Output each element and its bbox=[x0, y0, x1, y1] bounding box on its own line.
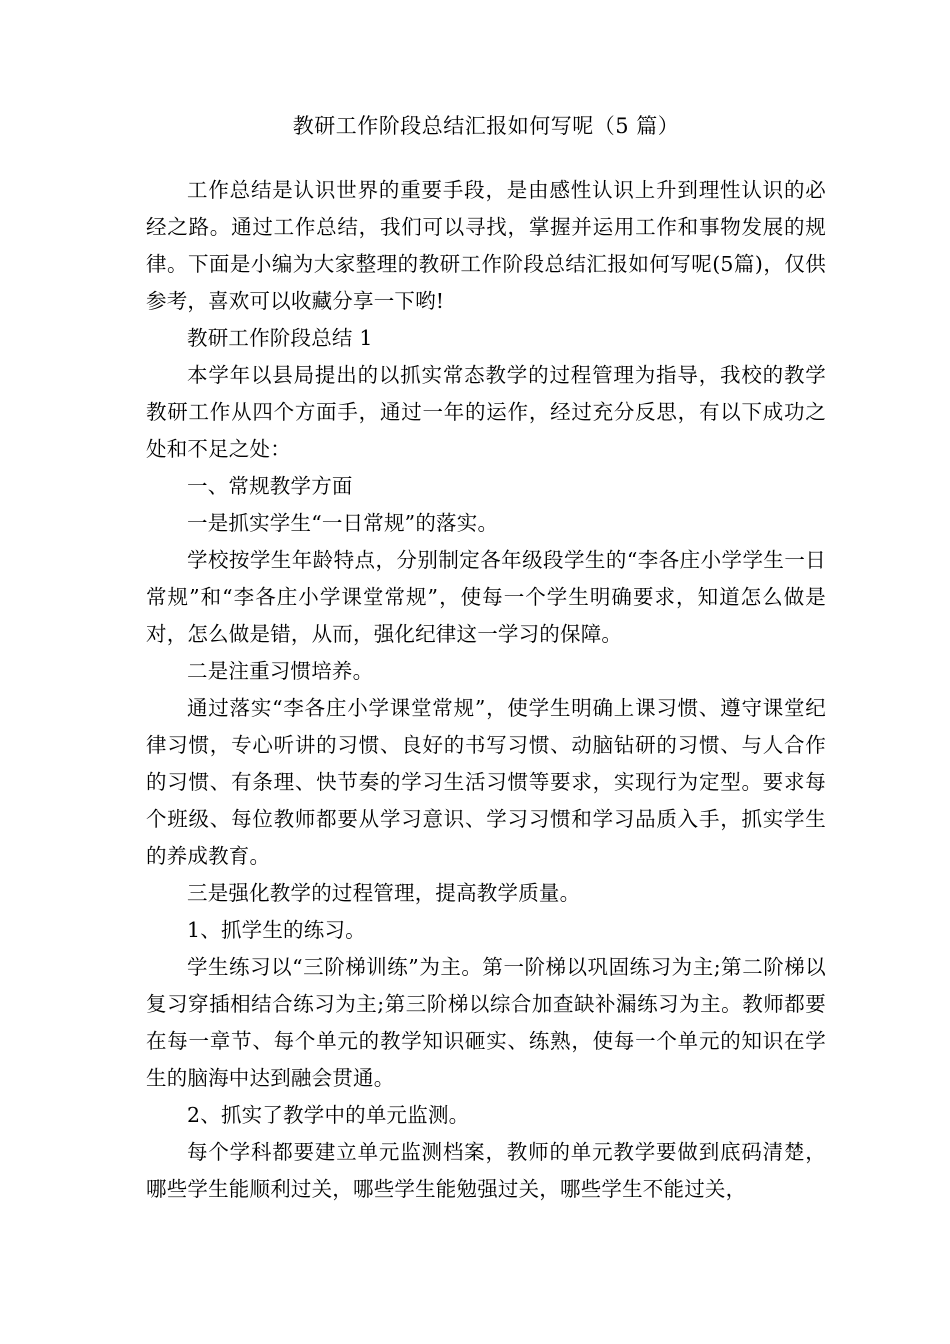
subheading-process-management: 三是强化教学的过程管理，提高教学质量。 bbox=[187, 881, 581, 905]
section-heading-routine-teaching: 一、常规教学方面 bbox=[187, 474, 353, 498]
document-page bbox=[146, 104, 826, 1208]
paragraph-unit-monitoring: 每个学科都要建立单元监测档案，教师的单元教学要做到底码清楚，哪些学生能顺利过关，哪些学生能勉强过关，哪些学生不能过关， bbox=[146, 1140, 826, 1201]
subheading-unit-monitoring: 2、抓实了教学中的单元监测。 bbox=[187, 1103, 470, 1127]
subheading-student-practice: 1、抓学生的练习。 bbox=[187, 918, 366, 942]
section-heading-summary-1: 教研工作阶段总结 1 bbox=[187, 326, 373, 350]
paragraph-intro: 工作总结是认识世界的重要手段，是由感性认识上升到理性认识的必经之路。通过工作总结，我们可以寻找，掌握并运用工作和事物发展的规律。下面是小编为大家整理的教研工作阶段总结汇报如何写呢(5篇)，仅供参考，喜欢可以收藏分享一下哟! bbox=[146, 178, 826, 313]
paragraph-overview: 本学年以县局提出的以抓实常态教学的过程管理为指导，我校的教学教研工作从四个方面手，通过一年的运作，经过充分反思，有以下成功之处和不足之处： bbox=[146, 363, 826, 461]
subheading-habit-training: 二是注重习惯培养。 bbox=[187, 659, 374, 683]
paragraph-habit-training: 通过落实“李各庄小学课堂常规”，使学生明确上课习惯、遵守课堂纪律习惯，专心听讲的习惯、良好的书写习惯、动脑钻研的习惯、与人合作的习惯、有条理、快节奏的学习生活习惯等要求，实现行为定型。要求每个班级、每位教师都要从学习意识、学习习惯和学习品质入手，抓实学生的养成教育。 bbox=[146, 696, 826, 868]
document-title: 教研工作阶段总结汇报如何写呢（5 篇） bbox=[292, 114, 680, 138]
paragraph-daily-routine: 学校按学生年龄特点，分别制定各年级段学生的“李各庄小学学生一日常规”和“李各庄小学课堂常规”，使每一个学生明确要求，知道怎么做是对，怎么做是错，从而，强化纪律这一学习的保障。 bbox=[146, 548, 826, 646]
subheading-daily-routine: 一是抓实学生“一日常规”的落实。 bbox=[187, 511, 499, 535]
paragraph-student-practice: 学生练习以“三阶梯训练”为主。第一阶梯以巩固练习为主;第二阶梯以复习穿插相结合练习为主;第三阶梯以综合加查缺补漏练习为主。教师都要在每一章节、每个单元的教学知识砸实、练熟，使每一个单元的知识在学生的脑海中达到融会贯通。 bbox=[146, 955, 826, 1090]
